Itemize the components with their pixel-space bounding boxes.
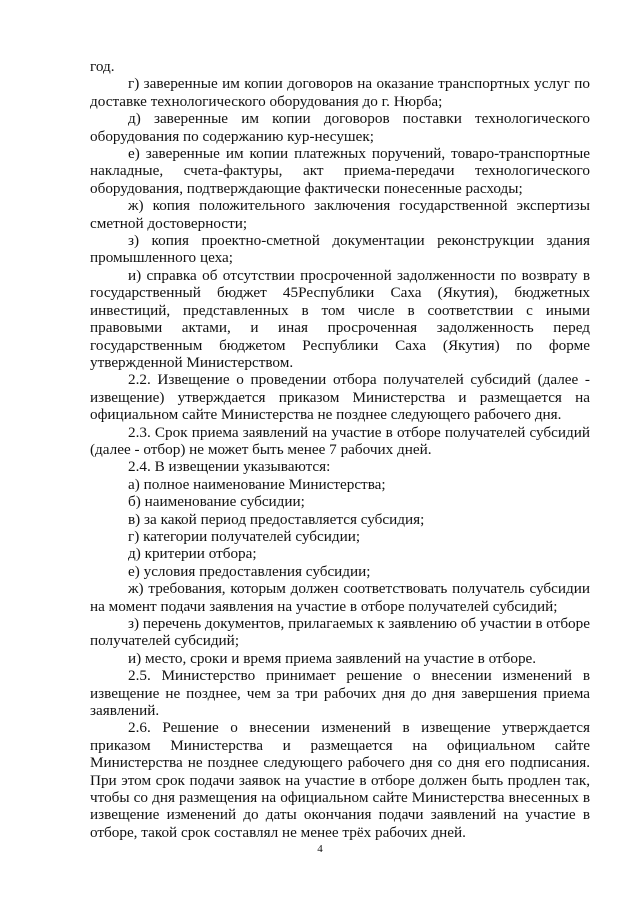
paragraph-item-i-debt-certificate: и) справка об отсутствии просроченной задолженности по возврату в государственный бюджет 45Республики Саха (Якутия), бюджетных инвестиций, представленных в том числе в соответствии с иными правовыми актами, и иная просроченная задолженность перед государственным бюджетом Республики Саха (Якутия) по форме утвержденной Министерством. [90,266,590,371]
list-item-a: а) полное наименование Министерства; [128,475,386,493]
document-page [90,58,590,841]
paragraph-item-d-supply: д) заверенные им копии договоров поставки технологического оборудования по содержанию кур-несушек; [90,110,590,145]
paragraph-god: год. [90,58,115,75]
list-item-i: и) место, сроки и время приема заявлений на участие в отборе. [128,649,537,667]
paragraph-item-zh-expertise: ж) копия положительного заключения государственной экспертизы сметной достоверности; [90,197,590,232]
paragraph-item-g-transport: г) заверенные им копии договоров на оказание транспортных услуг по доставке технологического оборудования до г. Нюрба; [90,75,590,110]
list-item-z: з) перечень документов, прилагаемых к заявлению об участии в отборе получателей субсидий; [90,615,590,650]
list-item-d: д) критерии отбора; [128,545,257,563]
paragraph-item-z-project-docs: з) копия проектно-сметной документации реконструкции здания промышленного цеха; [90,232,590,267]
list-item-zh: ж) требования, которым должен соответствовать получатель субсидии на момент подачи заявления на участие в отборе получателей субсидий; [90,580,590,615]
paragraph-item-e-payments: е) заверенные им копии платежных поручений, товаро-транспортные накладные, счета-фактуры, акт приема-передачи технологического оборудования, подтверждающие фактически понесенные расходы; [90,145,590,197]
list-item-g: г) категории получателей субсидии; [128,527,361,545]
list-item-v: в) за какой период предоставляется субсидия; [128,510,425,528]
paragraph-2-6: 2.6. Решение о внесении изменений в извещение утверждается приказом Министерства и размещается на официальном сайте Министерства не позднее следующего рабочего дня со дня его подписания. При этом срок подачи заявок на участие в отборе должен быть продлен так, чтобы со дня размещения на официальном сайте Министерства внесенных в извещение изменений до даты окончания подачи заявлений на участие в отборе, такой срок составлял не менее трёх рабочих дней. [90,719,590,841]
list-item-e: е) условия предоставления субсидии; [128,562,371,580]
paragraph-2-3: 2.3. Срок приема заявлений на участие в отборе получателей субсидий (далее - отбор) не может быть менее 7 рабочих дней. [90,423,590,458]
paragraph-2-2: 2.2. Извещение о проведении отбора получателей субсидий (далее - извещение) утверждается приказом Министерства и размещается на официальном сайте Министерства не позднее следующего рабочего дня. [90,371,590,424]
paragraph-2-5: 2.5. Министерство принимает решение о внесении изменений в извещение не позднее, чем за три рабочих дня до дня завершения приема заявлений. [90,667,590,720]
list-item-b: б) наименование субсидии; [128,493,305,511]
paragraph-2-4: 2.4. В извещении указываются: [128,458,331,476]
page-number: 4 [317,843,323,855]
